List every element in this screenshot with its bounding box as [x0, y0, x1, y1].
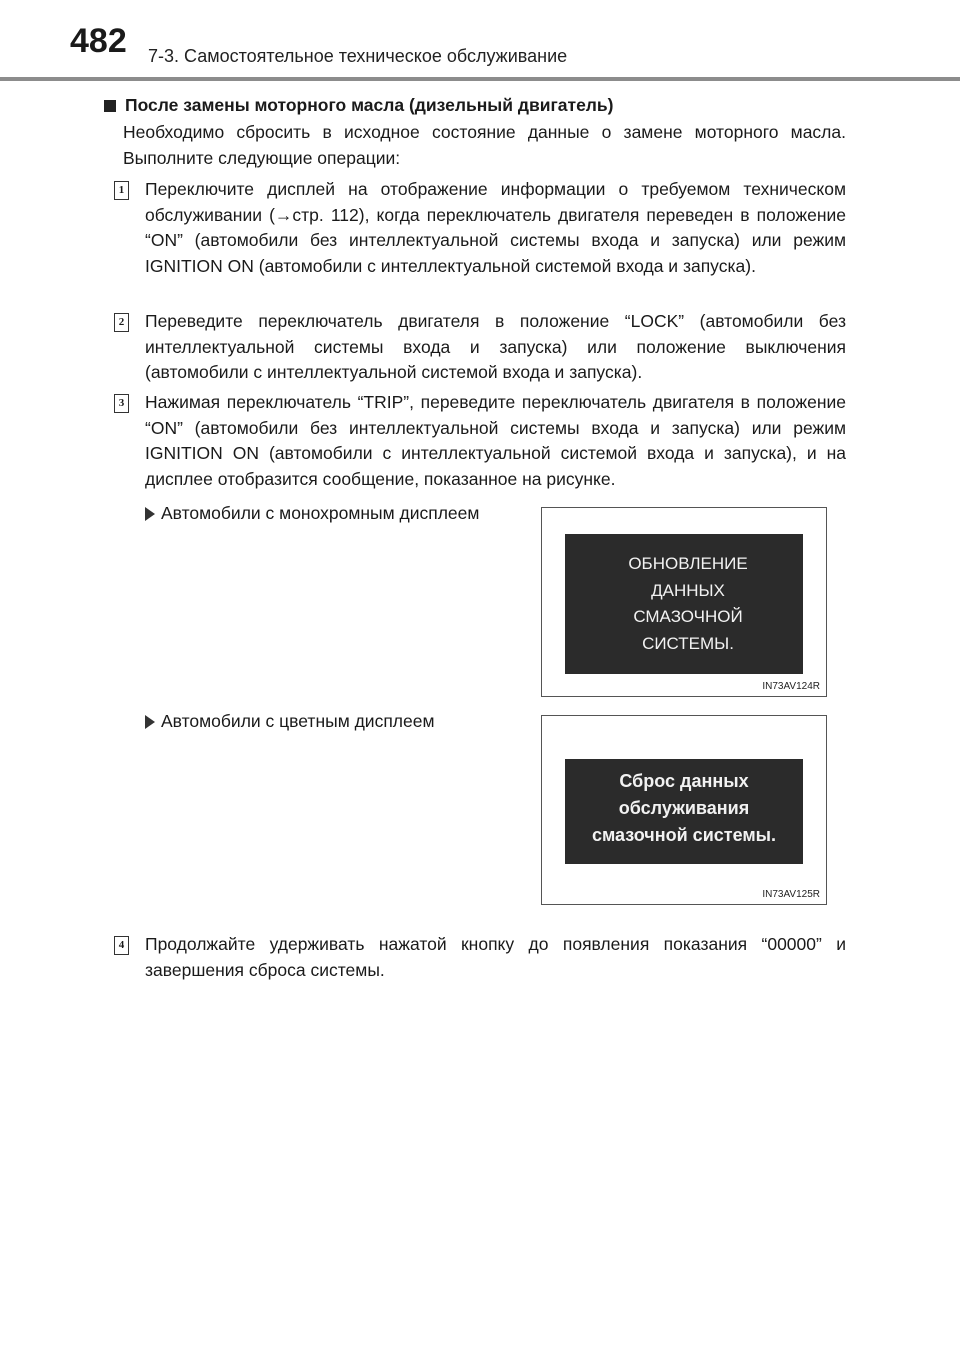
- step-number-4: 4: [114, 936, 129, 955]
- step-text-3: Нажимая переключатель “TRIP”, переведите переключатель двигателя в положение “ON” (автомобили без интеллектуальной системы входа и запуска) или режим IGNITION ON (автомобили с интеллектуальной системой входа и запуска), и на дисплее отобразится сообщение, показанное на рисунке.: [145, 392, 846, 489]
- step-number-1: 1: [114, 181, 129, 200]
- variant-label-text: Автомобили с монохромным дисплеем: [161, 503, 480, 523]
- step-text-4: Продолжайте удерживать нажатой кнопку до появления показания “00000” и завершения сброса системы.: [145, 934, 846, 980]
- page-number: 482: [70, 22, 127, 60]
- screen-line: СМАЗОЧНОЙ: [633, 607, 743, 626]
- step-number-2: 2: [114, 313, 129, 332]
- monochrome-screen: [565, 534, 803, 674]
- variant-label-text: Автомобили с цветным дисплеем: [161, 711, 435, 731]
- screen-line: Сброс данных: [619, 771, 749, 791]
- square-bullet-icon: [104, 100, 116, 112]
- variant-label-color: [145, 711, 435, 732]
- screen-line: ДАННЫХ: [651, 580, 725, 600]
- triangle-bullet-icon: [145, 507, 155, 521]
- screen-line: обслуживания: [618, 798, 750, 818]
- figure-code: IN73AV124R: [762, 681, 820, 692]
- screen-line: смазочной системы.: [591, 825, 777, 845]
- figure-code: IN73AV125R: [762, 889, 820, 900]
- screen-line: СИСТЕМЫ.: [642, 633, 734, 653]
- color-screen: [565, 759, 803, 864]
- section-title: 7-3. Самостоятельное техническое обслуживание: [148, 46, 568, 66]
- figure-monochrome-display: [541, 507, 827, 697]
- subsection-heading-text: После замены моторного масла (дизельный двигатель): [125, 95, 614, 115]
- intro-paragraph: Необходимо сбросить в исходное состояние данные о замене моторного масла. Выполните следующие операции:: [123, 122, 846, 168]
- triangle-bullet-icon: [145, 715, 155, 729]
- step-number-3: 3: [114, 394, 129, 413]
- step-text-1: Переключите дисплей на отображение информации о требуемом техническом обслуживании (→стр. 112), когда переключатель двигателя переведен в положение “ON” (автомобили без интеллектуальной системы входа и запуска) или режим IGNITION ON (автомобили с интеллектуальной системой входа и запуска).: [145, 179, 846, 276]
- screen-line: ОБНОВЛЕНИЕ: [628, 554, 748, 573]
- figure-color-display: [541, 715, 827, 905]
- page-header: [0, 0, 960, 80]
- header-divider: [0, 77, 960, 81]
- variant-label-monochrome: [145, 503, 479, 524]
- subsection-heading: [104, 95, 614, 116]
- step-text-2: Переведите переключатель двигателя в положение “LOCK” (автомобили без интеллектуальной системы входа и запуска) или положение выключения (автомобили с интеллектуальной системой входа и запуска).: [145, 311, 846, 382]
